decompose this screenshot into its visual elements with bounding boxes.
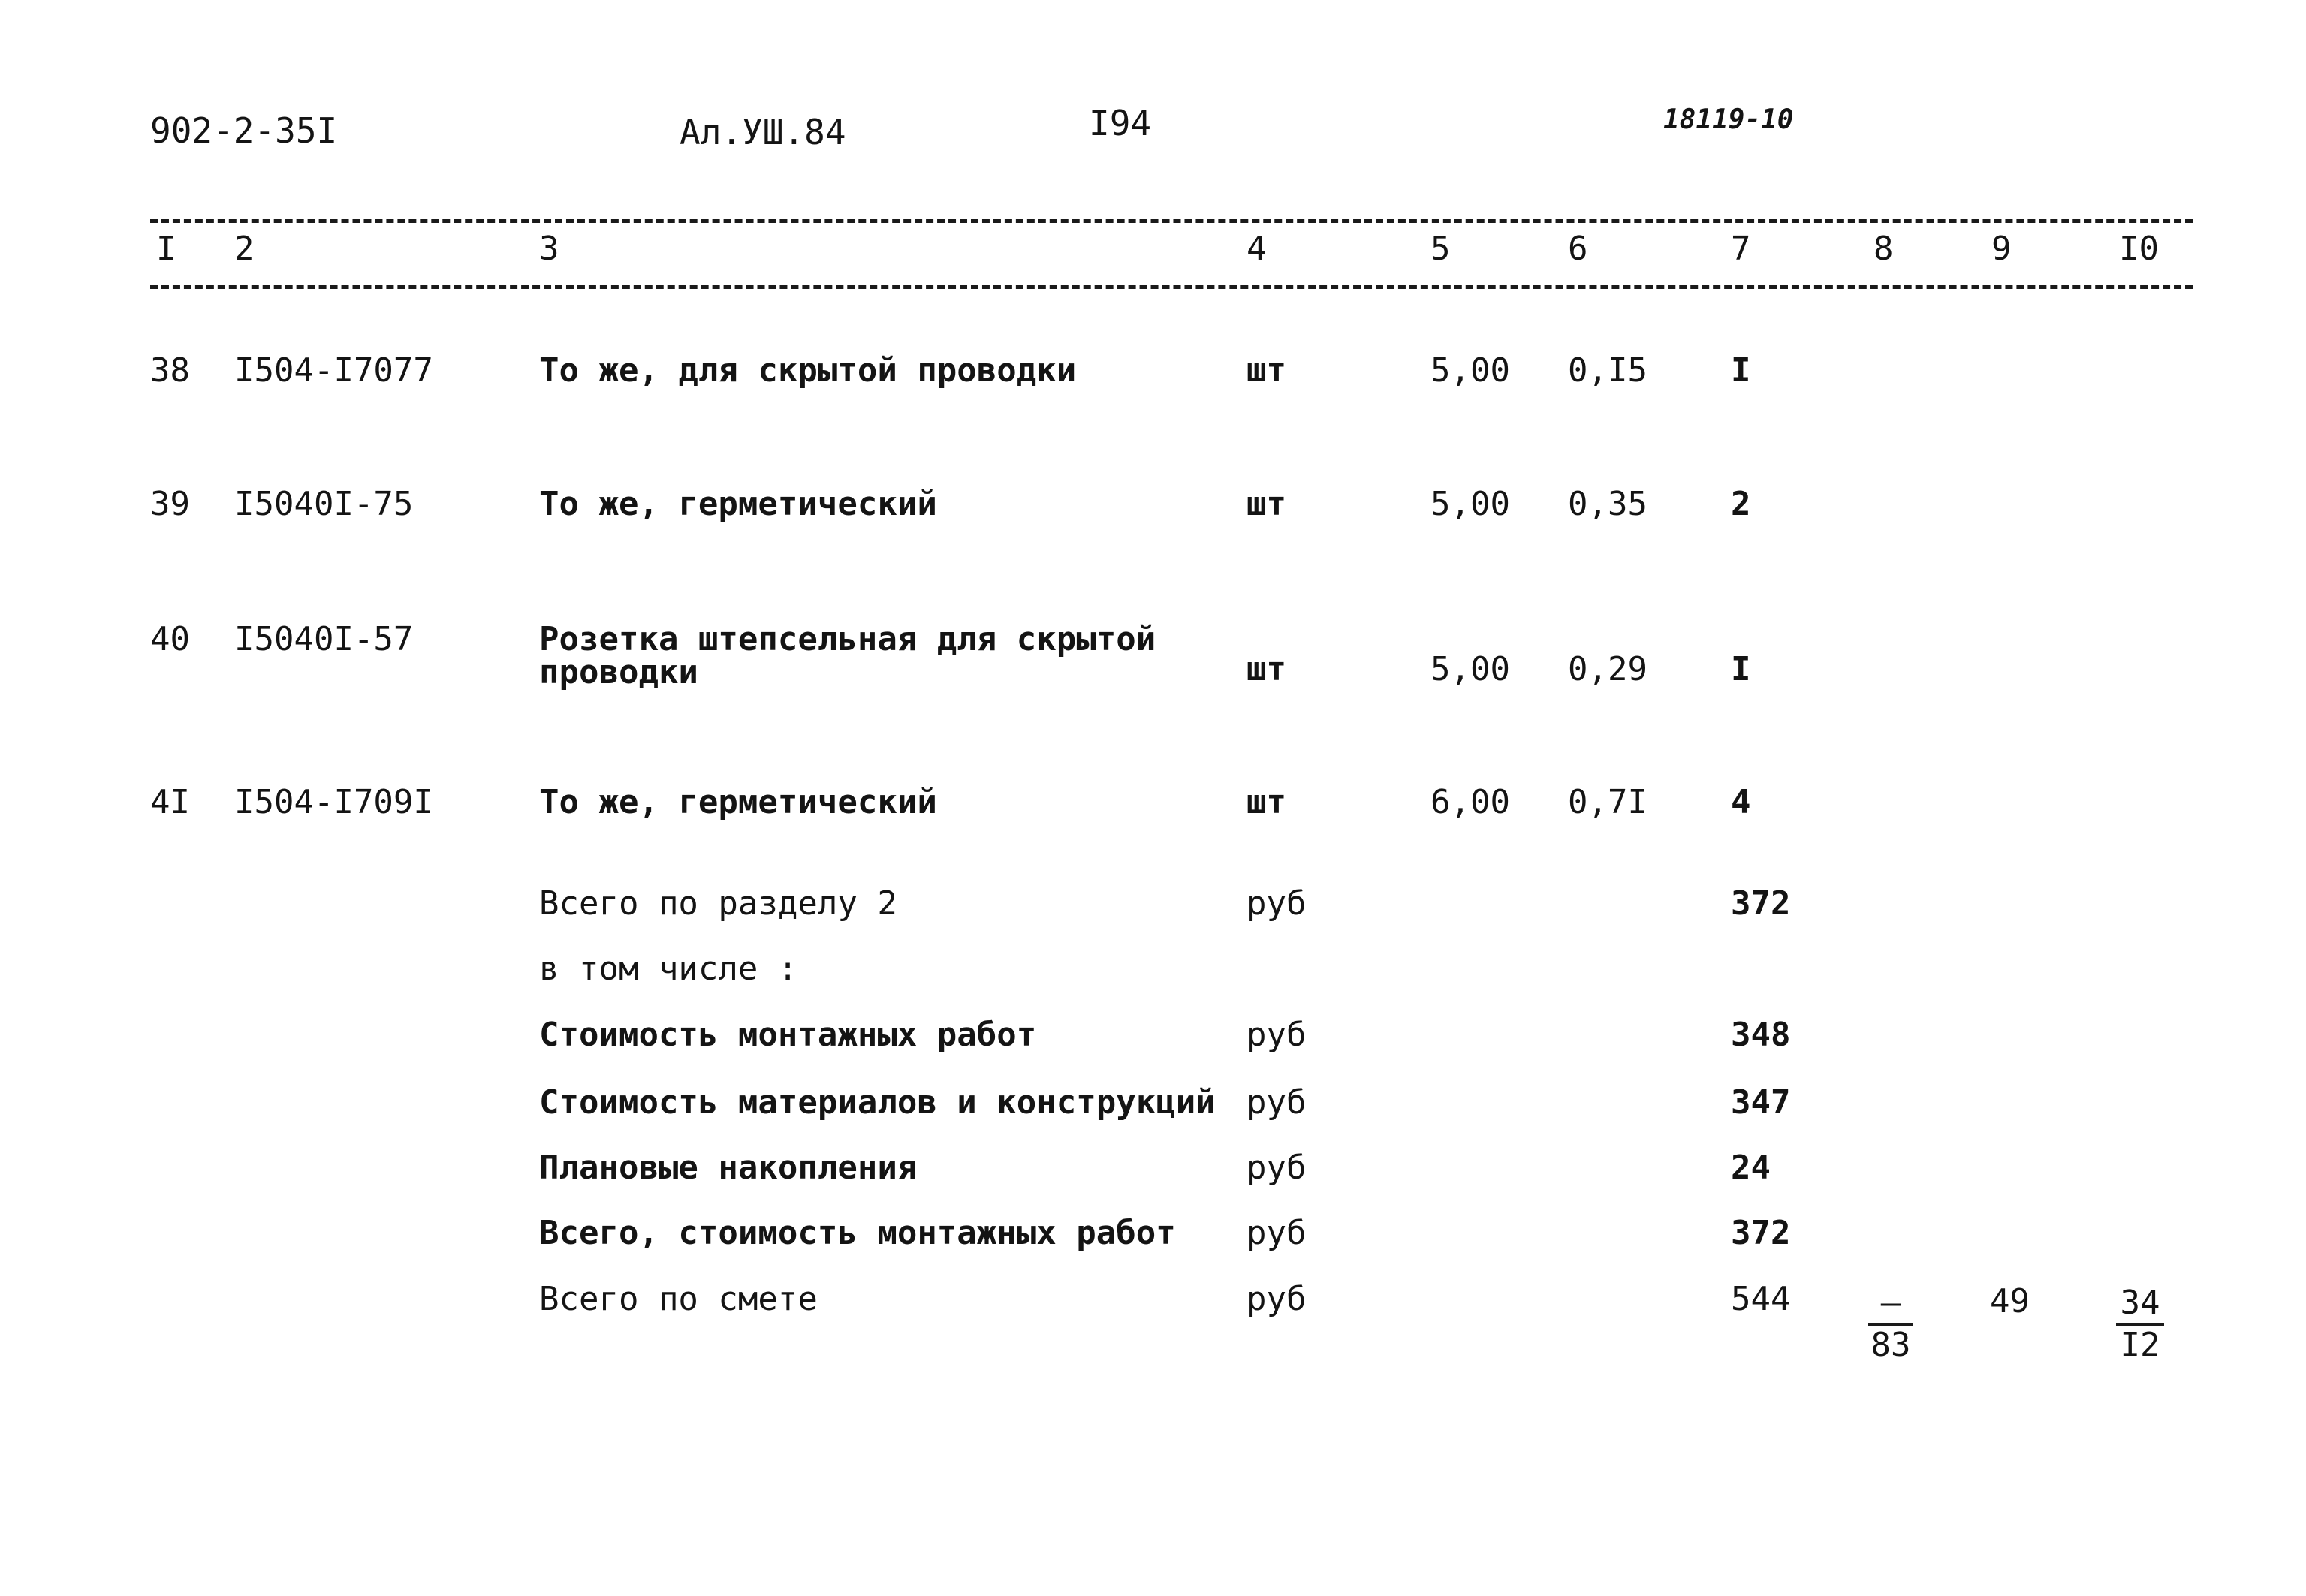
- total-value: 372: [1731, 1214, 1791, 1252]
- item-quantity: 2: [1731, 485, 1751, 523]
- item-col6: 0,7I: [1568, 783, 1647, 821]
- total-unit: руб: [1246, 884, 1307, 923]
- total-label: Стоимость материалов и конструкций: [539, 1083, 1216, 1122]
- col8-fraction: [1868, 1284, 1913, 1365]
- col10-numerator: 34: [2116, 1284, 2164, 1326]
- item-unit: шт: [1246, 351, 1286, 390]
- item-col6: 0,29: [1568, 650, 1647, 688]
- column-header-3: 3: [539, 230, 559, 268]
- item-price: 5,00: [1430, 485, 1510, 523]
- total-label: Стоимость монтажных работ: [539, 1016, 1037, 1054]
- column-header-5: 5: [1430, 230, 1451, 268]
- total-label: Всего по смете: [539, 1280, 818, 1318]
- row-number: 38: [150, 351, 190, 390]
- total-value: 348: [1731, 1016, 1791, 1054]
- total-label: Плановые накопления: [539, 1149, 918, 1187]
- total-label: Всего, стоимость монтажных работ: [539, 1214, 1176, 1252]
- total-unit: руб: [1246, 1016, 1307, 1054]
- item-code: I5040I-57: [234, 620, 414, 658]
- item-name-line: То же, герметический: [539, 485, 937, 523]
- item-quantity: I: [1731, 650, 1751, 688]
- column-header-4: 4: [1246, 230, 1267, 268]
- item-col6: 0,I5: [1568, 351, 1647, 390]
- item-name-line: проводки: [539, 653, 698, 691]
- item-price: 6,00: [1430, 783, 1510, 821]
- row-number: 40: [150, 620, 190, 658]
- total-label: в том числе :: [539, 950, 798, 988]
- item-unit: шт: [1246, 485, 1286, 523]
- row-number: 4I: [150, 783, 190, 821]
- col10-fraction: [2116, 1284, 2164, 1365]
- item-price: 5,00: [1430, 351, 1510, 390]
- total-value: 347: [1731, 1083, 1791, 1122]
- column-header-9: 9: [1991, 230, 2012, 268]
- project-code: 902-2-35I: [150, 110, 338, 151]
- column-header-1: I: [156, 230, 176, 268]
- header-top-rule: [150, 219, 2193, 223]
- album-reference: Ал.УШ.84: [680, 112, 846, 152]
- item-code: I5040I-75: [234, 485, 414, 523]
- col8-numerator: –: [1868, 1284, 1913, 1326]
- item-code: I504-I7077: [234, 351, 433, 390]
- item-quantity: 4: [1731, 783, 1751, 821]
- item-quantity: I: [1731, 351, 1751, 390]
- total-value: 24: [1731, 1149, 1771, 1187]
- item-unit: шт: [1246, 650, 1286, 688]
- item-name-line: То же, для скрытой проводки: [539, 351, 1077, 390]
- column-header-6: 6: [1568, 230, 1588, 268]
- col9-value: 49: [1990, 1282, 2030, 1320]
- row-number: 39: [150, 485, 190, 523]
- col10-denominator: I2: [2120, 1326, 2160, 1364]
- col8-denominator: 83: [1870, 1326, 1911, 1364]
- archive-stamp: 18119-10: [1663, 104, 1794, 135]
- column-header-10: I0: [2119, 230, 2159, 268]
- item-name-line: Розетка штепсельная для скрытой: [539, 620, 1156, 658]
- column-header-2: 2: [234, 230, 255, 268]
- item-col6: 0,35: [1568, 485, 1647, 523]
- page-number: I94: [1089, 103, 1152, 143]
- total-label: Всего по разделу 2: [539, 884, 897, 923]
- item-price: 5,00: [1430, 650, 1510, 688]
- item-code: I504-I709I: [234, 783, 433, 821]
- item-name-line: То же, герметический: [539, 783, 937, 821]
- item-unit: шт: [1246, 783, 1286, 821]
- total-value: 544: [1731, 1280, 1791, 1318]
- total-unit: руб: [1246, 1149, 1307, 1187]
- total-unit: руб: [1246, 1280, 1307, 1318]
- column-header-7: 7: [1731, 230, 1751, 268]
- header-bottom-rule: [150, 285, 2193, 289]
- total-unit: руб: [1246, 1083, 1307, 1122]
- column-header-8: 8: [1873, 230, 1894, 268]
- total-unit: руб: [1246, 1214, 1307, 1252]
- total-value: 372: [1731, 884, 1791, 923]
